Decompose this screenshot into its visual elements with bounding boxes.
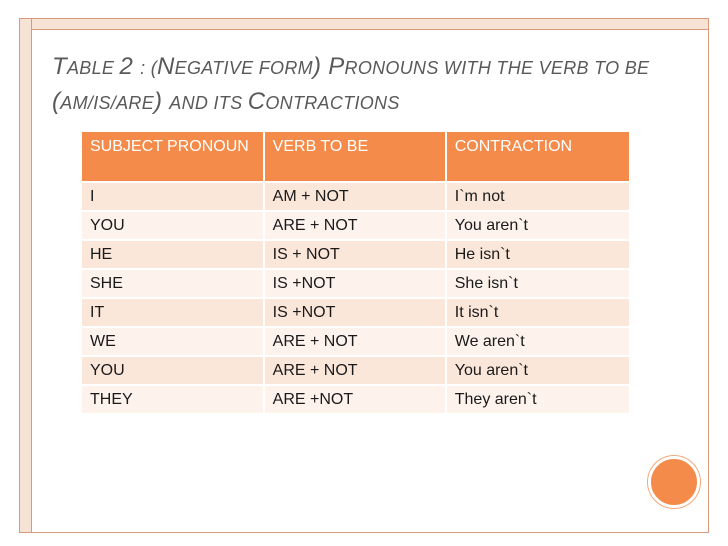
cell-contraction: We aren`t (447, 328, 629, 355)
table-row (82, 241, 629, 268)
cell-contraction: She isn`t (447, 270, 629, 297)
cell-verb: IS + NOT (265, 241, 445, 268)
table-row (82, 357, 629, 384)
cell-contraction: You aren`t (447, 212, 629, 239)
cell-pronoun: YOU (82, 357, 263, 384)
cell-pronoun: HE (82, 241, 263, 268)
title-part: RONOUNS WITH THE VERB TO BE (344, 58, 650, 78)
cell-verb: ARE +NOT (265, 386, 445, 413)
header-contraction: CONTRACTION (447, 132, 629, 181)
title-part: ) (154, 88, 170, 115)
table-row (82, 270, 629, 297)
title-part: P (328, 53, 345, 80)
cell-contraction: You aren`t (447, 357, 629, 384)
cell-contraction: It isn`t (447, 299, 629, 326)
title-part: 2 (119, 53, 141, 80)
title-part: AND ITS (169, 93, 248, 113)
cell-verb: ARE + NOT (265, 212, 445, 239)
title-part: N (157, 53, 175, 80)
title-part: ( (52, 88, 61, 115)
pronoun-table (80, 130, 631, 415)
cell-pronoun: THEY (82, 386, 263, 413)
table-row (82, 299, 629, 326)
table-row (82, 183, 629, 210)
cell-pronoun: WE (82, 328, 263, 355)
cell-contraction: He isn`t (447, 241, 629, 268)
cell-verb: IS +NOT (265, 299, 445, 326)
decorative-circle (648, 456, 700, 508)
cell-verb: AM + NOT (265, 183, 445, 210)
table-row (82, 386, 629, 413)
cell-contraction: They aren`t (447, 386, 629, 413)
cell-pronoun: I (82, 183, 263, 210)
cell-pronoun: SHE (82, 270, 263, 297)
cell-verb: IS +NOT (265, 270, 445, 297)
header-subject-pronoun: SUBJECT PRONOUN (82, 132, 263, 181)
table-header-row (82, 132, 629, 181)
cell-pronoun: YOU (82, 212, 263, 239)
title-part: C (247, 88, 266, 115)
cell-verb: ARE + NOT (265, 357, 445, 384)
table-row (82, 328, 629, 355)
title-part: AM/IS/ARE (60, 93, 155, 113)
header-verb-to-be: VERB TO BE (265, 132, 445, 181)
title-part: EGATIVE FORM (174, 58, 313, 78)
title-part: T (52, 53, 67, 80)
title-part: ABLE (66, 58, 120, 78)
table-row (82, 212, 629, 239)
title-part: ) (312, 53, 329, 80)
cell-pronoun: IT (82, 299, 263, 326)
cell-verb: ARE + NOT (265, 328, 445, 355)
title-part: ONTRACTIONS (265, 93, 400, 113)
slide-title (52, 50, 692, 120)
cell-contraction: I`m not (447, 183, 629, 210)
title-part: : ( (140, 58, 158, 78)
